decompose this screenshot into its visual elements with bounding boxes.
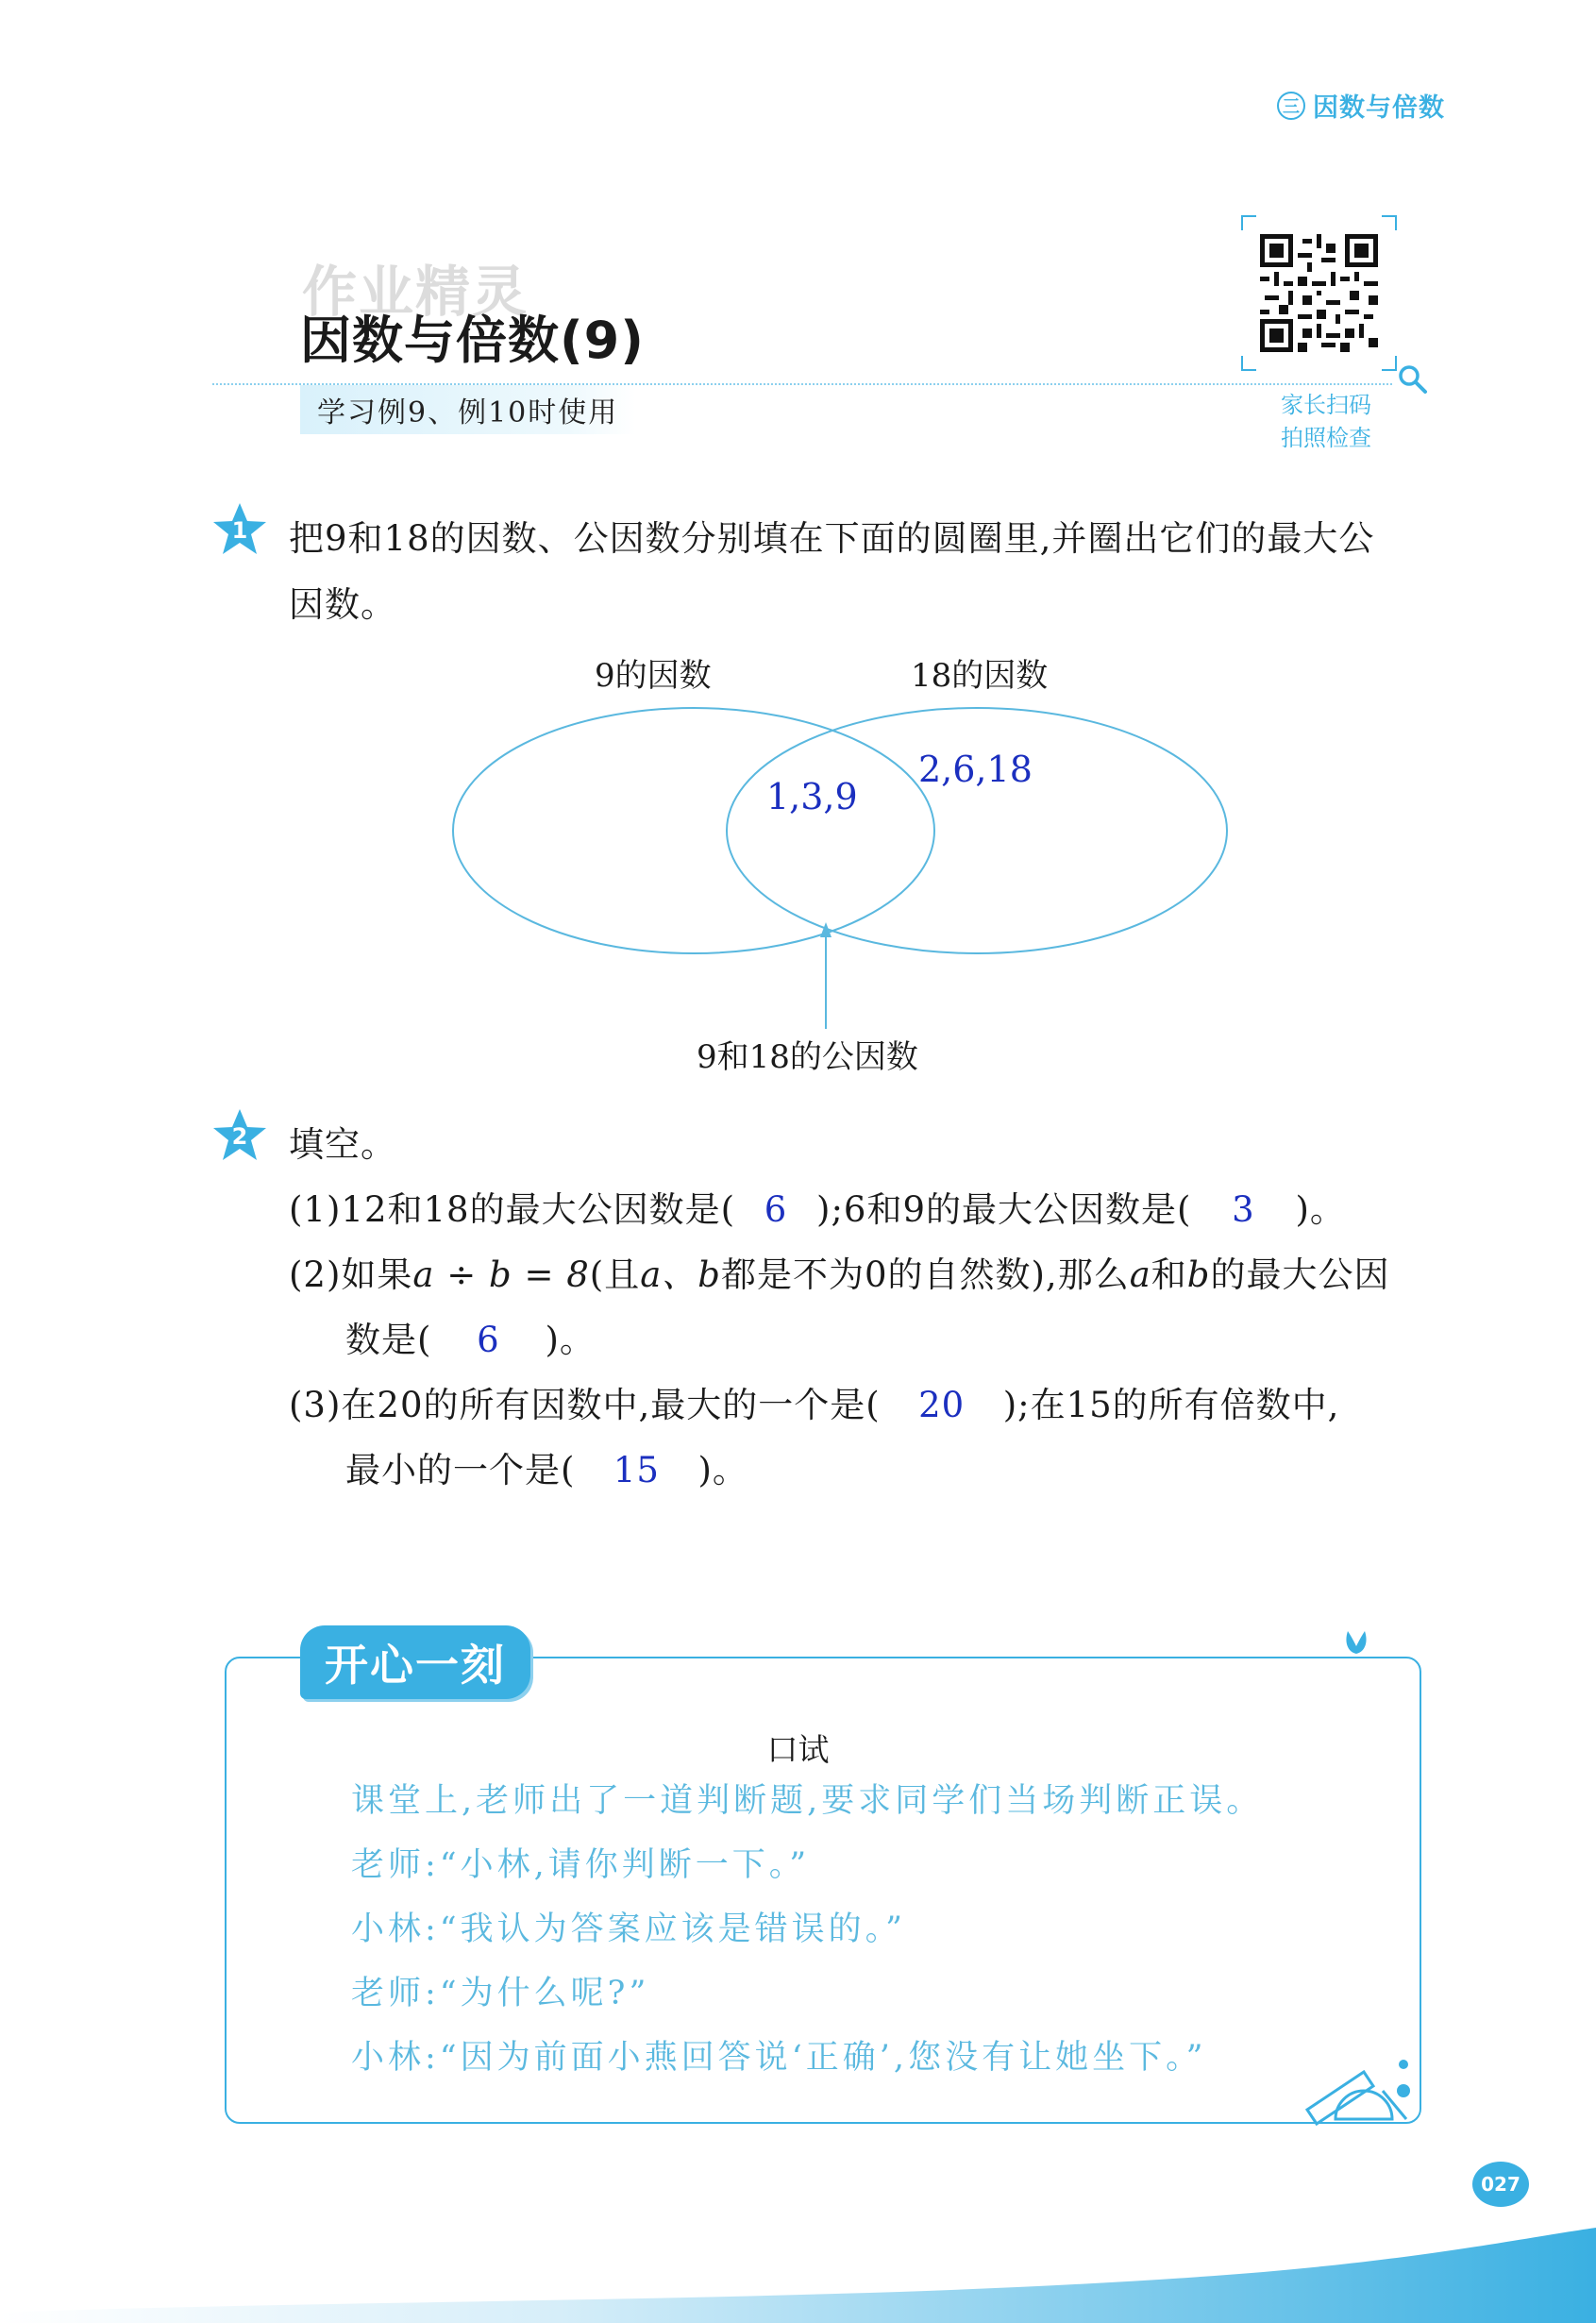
qr-caption bbox=[1260, 389, 1392, 455]
venn-right-circle bbox=[727, 708, 1227, 953]
answer-blank-3: 6 bbox=[477, 1320, 500, 1360]
venn-right-answer: 2,6,18 bbox=[918, 749, 1033, 790]
question-2-number: 2 bbox=[231, 1123, 248, 1150]
venn-left-label: 9的因数 bbox=[595, 657, 712, 695]
page-subtitle: 学习例9、例10时使用 bbox=[300, 385, 635, 434]
fun-line-5: 小林:“因为前面小燕回答说‘正确’,您没有让她坐下。” bbox=[351, 2039, 1207, 2077]
search-icon bbox=[1397, 363, 1429, 396]
ruler-protractor-icon bbox=[1298, 2053, 1411, 2129]
question-2-part-3: (3)在20的所有因数中,最大的一个是( 20 );在15的所有倍数中, bbox=[289, 1372, 1339, 1439]
answer-blank-2: 3 bbox=[1232, 1189, 1255, 1230]
fun-title: 口试 bbox=[766, 1731, 830, 1768]
fun-line-4: 老师:“为什么呢?” bbox=[351, 1975, 650, 2012]
question-2-part-2: (2)如果a ÷ b = 8(且a、b都是不为0的自然数),那么a和b的最大公因 bbox=[289, 1254, 1390, 1295]
venn-right-label: 18的因数 bbox=[911, 657, 1049, 695]
butterfly-icon bbox=[1340, 1625, 1372, 1658]
section-title: 因数与倍数 bbox=[1313, 93, 1445, 123]
qr-code[interactable] bbox=[1241, 215, 1397, 371]
question-1-badge-icon bbox=[210, 500, 269, 559]
page-number: 027 bbox=[1472, 2162, 1529, 2207]
question-2-heading: 填空。 bbox=[289, 1124, 396, 1165]
qr-caption-line1: 家长扫码 bbox=[1281, 392, 1371, 418]
venn-common-label: 9和18的公因数 bbox=[697, 1038, 918, 1076]
question-1-line2: 因数。 bbox=[289, 584, 396, 625]
qr-caption-line2: 拍照检查 bbox=[1281, 425, 1371, 451]
venn-diagram bbox=[406, 703, 1236, 1062]
fun-line-3: 小林:“我认为答案应该是错误的。” bbox=[351, 1911, 907, 1948]
qr-pattern bbox=[1260, 234, 1378, 352]
venn-common-answer: 1,3,9 bbox=[766, 776, 858, 817]
answer-blank-4: 20 bbox=[918, 1385, 966, 1425]
answer-blank-5: 15 bbox=[613, 1450, 660, 1490]
fun-line-2: 老师:“小林,请你判断一下。” bbox=[351, 1846, 811, 1884]
answer-blank-1: 6 bbox=[764, 1189, 788, 1230]
fun-moment-label: 开心一刻 bbox=[300, 1625, 530, 1699]
venn-left-circle bbox=[453, 708, 934, 953]
question-1-line1: 把9和18的因数、公因数分别填在下面的圆圈里,并圈出它们的最大公 bbox=[289, 518, 1375, 559]
title-watermark: 作业精灵 bbox=[302, 260, 529, 324]
fun-line-1: 课堂上,老师出了一道判断题,要求同学们当场判断正误。 bbox=[351, 1782, 1264, 1820]
question-1-number: 1 bbox=[231, 517, 248, 544]
footer-wave bbox=[0, 2209, 1596, 2323]
question-2-badge-icon bbox=[210, 1106, 269, 1165]
page-title: 因数与倍数(9) bbox=[300, 311, 645, 370]
question-2-part-1: (1)12和18的最大公因数是( 6 );6和9的最大公因数是( 3 )。 bbox=[289, 1177, 1346, 1243]
question-2-part-2-line2: 数是( 6 )。 bbox=[345, 1307, 596, 1373]
question-2-part-3-line2: 最小的一个是( 15 )。 bbox=[345, 1438, 748, 1504]
section-number: 三 bbox=[1277, 92, 1305, 120]
section-tag bbox=[1277, 87, 1445, 124]
